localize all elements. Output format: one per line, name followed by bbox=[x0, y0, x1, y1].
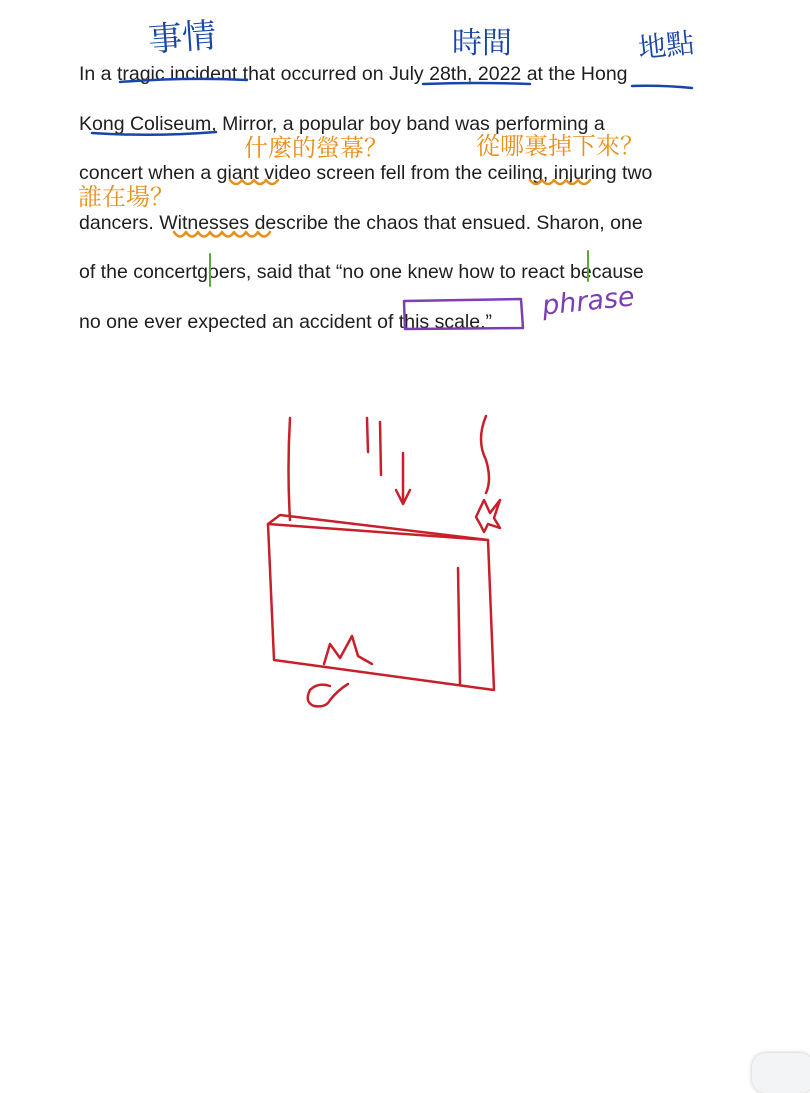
annotation-who-present: 誰在場？ bbox=[78, 183, 174, 211]
annotation-what-screen: 什麼的螢幕？ bbox=[244, 134, 388, 162]
sketch-left-cable bbox=[289, 418, 291, 520]
page-corner-widget[interactable] bbox=[752, 1053, 810, 1093]
sketch-dancer bbox=[308, 684, 348, 706]
annotation-time: 時間 bbox=[452, 26, 512, 61]
sketch-motion-line bbox=[380, 422, 381, 475]
sketch-motion-line bbox=[367, 418, 368, 452]
article-line: of the concertgoers, said that “no one knew how to react because bbox=[79, 261, 644, 284]
annotation-from-where: 從哪裏掉下來？ bbox=[476, 132, 644, 160]
sketch-screen-front bbox=[268, 524, 494, 690]
screen-sketch bbox=[268, 416, 500, 706]
sketch-crash-burst bbox=[324, 636, 372, 664]
annotation-phrase: phrase bbox=[540, 281, 636, 322]
article-line: dancers. Witnesses describe the chaos that ensued. Sharon, one bbox=[79, 211, 643, 234]
sketch-screen-edge bbox=[458, 568, 460, 685]
sketch-screen-top bbox=[268, 515, 488, 540]
article-line: Kong Coliseum, Mirror, a popular boy band was performing a bbox=[79, 112, 605, 135]
sketch-impact-star bbox=[476, 500, 500, 532]
article-line: concert when a giant video screen fell from the ceiling, injuring two bbox=[79, 162, 653, 185]
article-line: In a tragic incident that occurred on July 28th, 2022 at the Hong bbox=[79, 63, 628, 85]
sketch-arrow-head bbox=[396, 490, 410, 504]
annotation-place: 地點 bbox=[636, 26, 696, 65]
article-line: no one ever expected an accident of this scale.” bbox=[79, 310, 493, 333]
annotation-event: 事情 bbox=[146, 15, 218, 61]
sketch-right-cable bbox=[481, 416, 489, 493]
